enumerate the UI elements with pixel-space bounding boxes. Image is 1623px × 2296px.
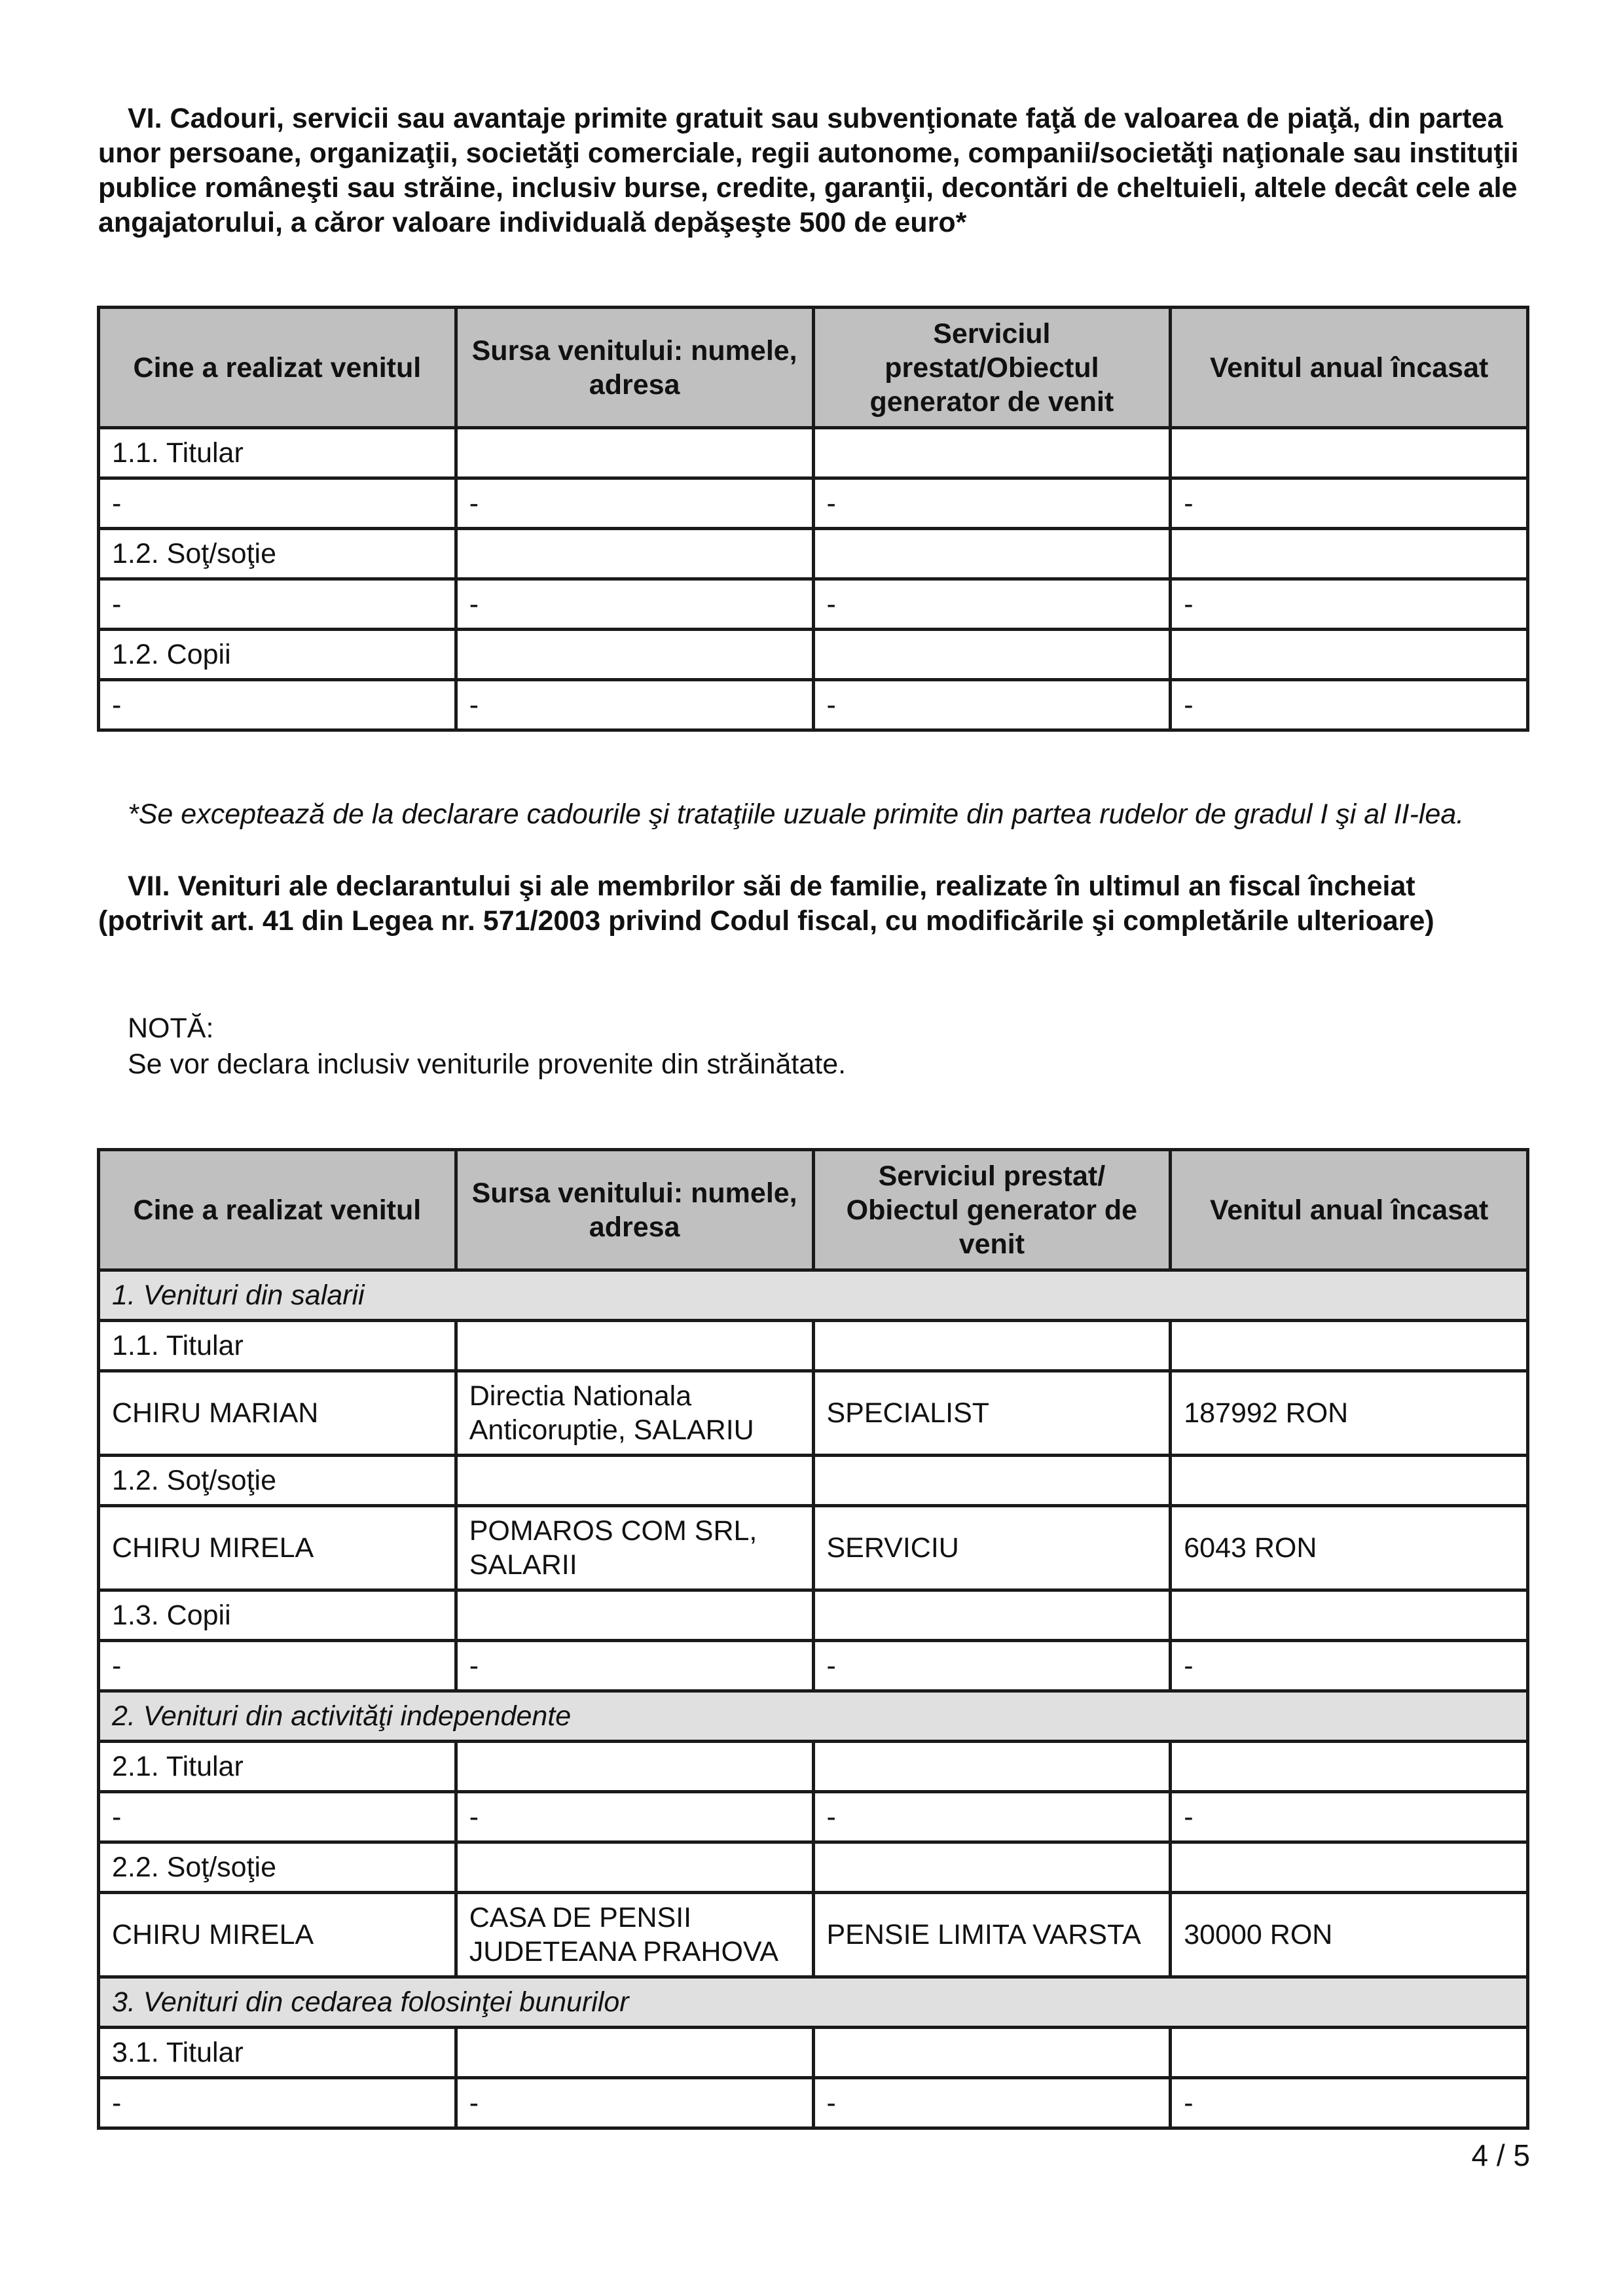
table-cell: - (99, 1792, 456, 1842)
column-header: Sursa venitului: numele, adresa (456, 1150, 813, 1270)
table-cell (456, 1590, 813, 1641)
table-cell (456, 1456, 813, 1506)
page-number: 4 / 5 (1471, 2138, 1530, 2172)
table-row (99, 1456, 1528, 1506)
table-cell: - (813, 2078, 1171, 2128)
table-cell: - (1171, 579, 1528, 630)
table-row (99, 529, 1528, 579)
table-row (99, 428, 1528, 478)
table-cell: POMAROS COM SRL, SALARII (456, 1506, 813, 1590)
table-cell: - (99, 2078, 456, 2128)
table-row (99, 1893, 1528, 1977)
table-cell (1171, 2028, 1528, 2078)
table-cell: SPECIALIST (813, 1371, 1171, 1456)
column-header: Cine a realizat venitul (99, 1150, 456, 1270)
table-cell (1171, 1456, 1528, 1506)
table-cell: - (813, 478, 1171, 529)
table-row (99, 630, 1528, 680)
column-header: Cine a realizat venitul (99, 308, 456, 428)
table-row (99, 1590, 1528, 1641)
table-cell: 1.1. Titular (99, 1321, 456, 1371)
table-cell (456, 1742, 813, 1792)
table-cell: 1.2. Soţ/soţie (99, 1456, 456, 1506)
category-row (99, 1270, 1528, 1321)
table-row (99, 2028, 1528, 2078)
category-label: 3. Venituri din cedarea folosinţei bunurilor (99, 1977, 1528, 2028)
table-row (99, 1321, 1528, 1371)
table-cell: - (99, 680, 456, 730)
table-cell: 6043 RON (1171, 1506, 1528, 1590)
section-6-heading: VI. Cadouri, servicii sau avantaje primite gratuit sau subvenţionate faţă de valoarea de piaţă, din partea unor persoane, organizaţii, societăţi comerciale, regii autonome, companii/societăţi naţionale sau instituţii publice româneşti sau străine, inclusiv burse, credite, garanţii, decontări de cheltuieli, altele decât cele ale angajatorului, a căror valoare individuală depăşeşte 500 de euro* (98, 103, 1519, 238)
table-cell (1171, 630, 1528, 680)
column-header: Venitul anual încasat (1171, 308, 1528, 428)
table-cell: 30000 RON (1171, 1893, 1528, 1977)
note-label: NOTĂ: (128, 1013, 214, 1044)
table-cell (813, 1742, 1171, 1792)
table-cell (813, 1842, 1171, 1893)
note-text: Se vor declara inclusiv veniturile provenite din străinătate. (128, 1049, 847, 1080)
table-cell (813, 1590, 1171, 1641)
table-cell: - (456, 1792, 813, 1842)
category-row (99, 1691, 1528, 1742)
table-cell (456, 630, 813, 680)
table-header-row (99, 308, 1528, 428)
table-cell (813, 1456, 1171, 1506)
table-cell: - (1171, 2078, 1528, 2128)
column-header: Serviciul prestat/Obiectul generator de venit (813, 308, 1171, 428)
table-cell: 2.2. Soţ/soţie (99, 1842, 456, 1893)
table-row (99, 1506, 1528, 1590)
section-7-heading: VII. Venituri ale declarantului şi ale membrilor săi de familie, realizate în ultimul an fiscal încheiat (potrivit art. 41 din Legea nr. 571/2003 privind Codul fiscal, cu modificările şi completările ulterioare) (98, 870, 1434, 937)
table-cell: 1.2. Soţ/soţie (99, 529, 456, 579)
table-cell: - (456, 680, 813, 730)
column-header: Sursa venitului: numele, adresa (456, 308, 813, 428)
column-header: Serviciul prestat/ Obiectul generator de venit (813, 1150, 1171, 1270)
table-cell: - (99, 1641, 456, 1691)
table-cell: 1.3. Copii (99, 1590, 456, 1641)
table-cell: - (1171, 1641, 1528, 1691)
table-cell (456, 529, 813, 579)
table-row (99, 680, 1528, 730)
table-cell (1171, 1742, 1528, 1792)
table-cell (1171, 1321, 1528, 1371)
table-cell (813, 1321, 1171, 1371)
table-cell: - (456, 2078, 813, 2128)
table-cell: - (456, 1641, 813, 1691)
table-cell: - (1171, 1792, 1528, 1842)
table-row (99, 1742, 1528, 1792)
column-header: Venitul anual încasat (1171, 1150, 1528, 1270)
table-cell (813, 428, 1171, 478)
table-row (99, 2078, 1528, 2128)
table-cell: - (1171, 478, 1528, 529)
category-label: 1. Venituri din salarii (99, 1270, 1528, 1321)
table-cell: CHIRU MIRELA (99, 1893, 456, 1977)
table-cell: PENSIE LIMITA VARSTA (813, 1893, 1171, 1977)
table-cell: - (813, 680, 1171, 730)
table-header-row (99, 1150, 1528, 1270)
table-cell (1171, 1590, 1528, 1641)
table-cell (1171, 529, 1528, 579)
table-cell: 1.1. Titular (99, 428, 456, 478)
gifts-table (97, 306, 1529, 732)
table-cell: - (99, 579, 456, 630)
table-cell: SERVICIU (813, 1506, 1171, 1590)
income-table (97, 1148, 1529, 2130)
table-row (99, 1792, 1528, 1842)
table-cell: 3.1. Titular (99, 2028, 456, 2078)
table-cell: - (813, 1641, 1171, 1691)
table-row (99, 1842, 1528, 1893)
table-row (99, 1641, 1528, 1691)
table-cell: CASA DE PENSII JUDETEANA PRAHOVA (456, 1893, 813, 1977)
table-cell: 1.2. Copii (99, 630, 456, 680)
table-cell: 2.1. Titular (99, 1742, 456, 1792)
table-cell: - (456, 579, 813, 630)
table-cell (456, 1842, 813, 1893)
table-cell (813, 630, 1171, 680)
table-cell (813, 2028, 1171, 2078)
table-cell (456, 2028, 813, 2078)
table-cell: - (813, 579, 1171, 630)
table-cell: CHIRU MARIAN (99, 1371, 456, 1456)
table-cell (456, 1321, 813, 1371)
table-cell: - (99, 478, 456, 529)
table-cell: - (456, 478, 813, 529)
gifts-footnote: *Se exceptează de la declarare cadourile şi trataţiile uzuale primite din partea rudelor de gradul I şi al II-lea. (128, 798, 1465, 830)
category-label: 2. Venituri din activităţi independente (99, 1691, 1528, 1742)
table-cell (813, 529, 1171, 579)
table-cell (1171, 428, 1528, 478)
table-cell: 187992 RON (1171, 1371, 1528, 1456)
table-cell: - (1171, 680, 1528, 730)
table-cell: CHIRU MIRELA (99, 1506, 456, 1590)
category-row (99, 1977, 1528, 2028)
table-cell (1171, 1842, 1528, 1893)
table-row (99, 1371, 1528, 1456)
table-row (99, 478, 1528, 529)
table-cell: - (813, 1792, 1171, 1842)
table-cell: Directia Nationala Anticoruptie, SALARIU (456, 1371, 813, 1456)
table-cell (456, 428, 813, 478)
table-row (99, 579, 1528, 630)
